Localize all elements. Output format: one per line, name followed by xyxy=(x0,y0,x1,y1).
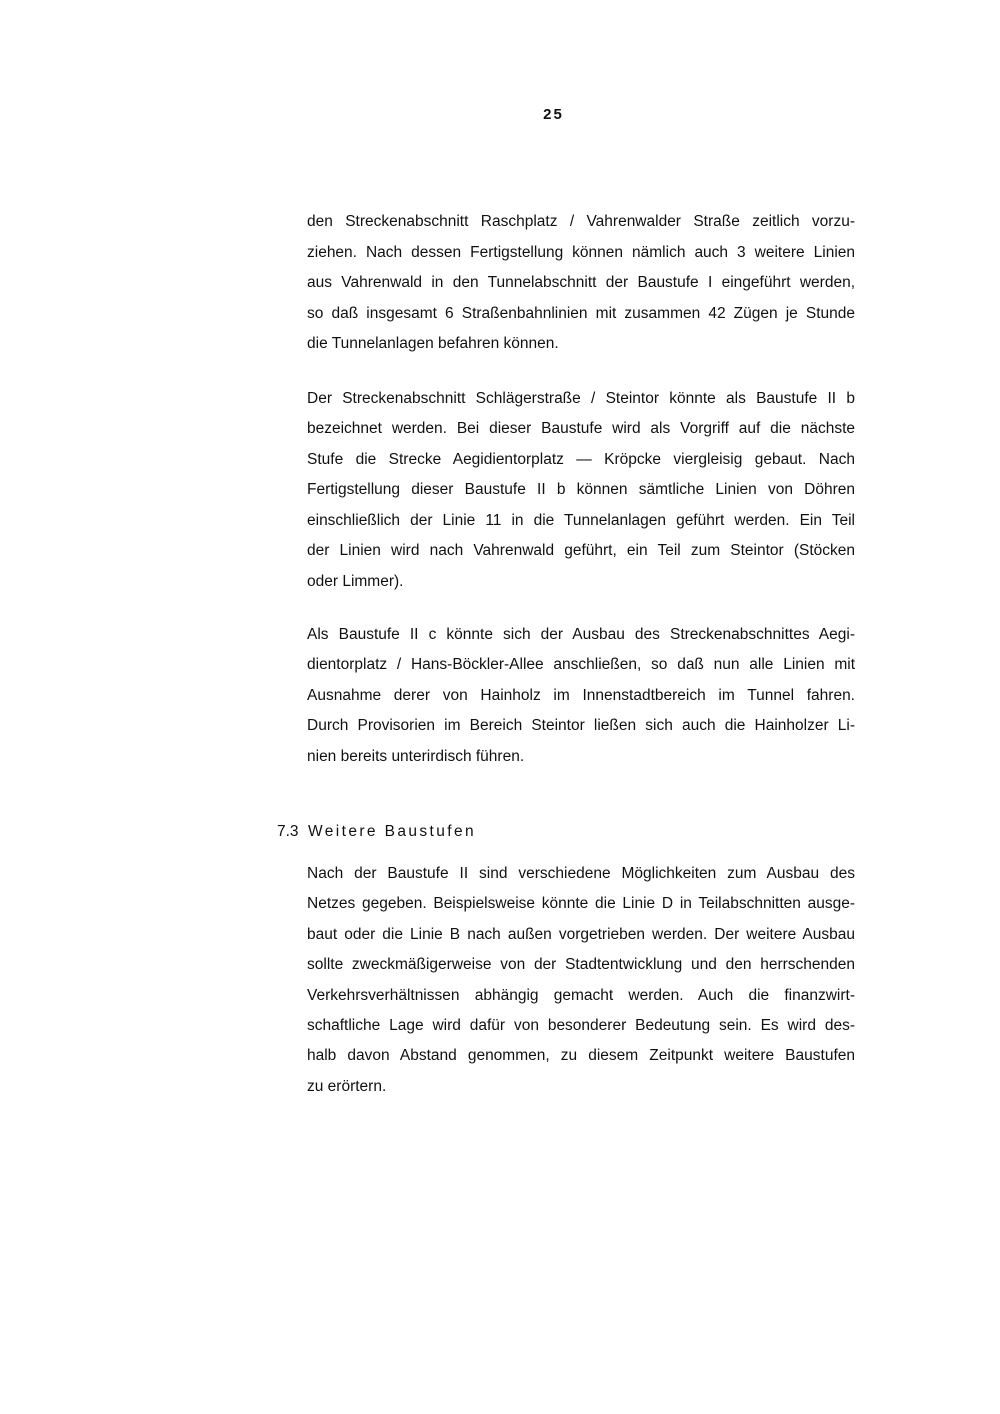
text-line: so daß insgesamt 6 Straßenbahnlinien mit zusammen 42 Zügen je Stunde xyxy=(307,305,855,322)
text-line: halb davon Abstand genommen, zu diesem Zeitpunkt weitere Baustufen xyxy=(307,1047,855,1064)
text-line: zu erörtern. xyxy=(307,1078,387,1095)
text-line: bezeichnet werden. Bei dieser Baustufe wird als Vorgriff auf die nächste xyxy=(307,420,855,437)
text-line: die Tunnelanlagen befahren können. xyxy=(307,335,559,352)
text-line: Durch Provisorien im Bereich Steintor ließen sich auch die Hainholzer Li- xyxy=(307,717,855,734)
text-line: Stufe die Strecke Aegidientorplatz — Kröpcke viergleisig gebaut. Nach xyxy=(307,451,855,468)
text-line: sollte zweckmäßigerweise von der Stadtentwicklung und den herrschenden xyxy=(307,956,855,973)
text-line: Netzes gegeben. Beispielsweise könnte die Linie D in Teilabschnitten ausge- xyxy=(307,895,855,912)
text-line: ziehen. Nach dessen Fertigstellung können nämlich auch 3 weitere Linien xyxy=(307,244,855,261)
section-number: 7.3 xyxy=(277,823,299,840)
text-line: dientorplatz / Hans-Böckler-Allee anschließen, so daß nun alle Linien mit xyxy=(307,656,855,673)
text-line: nien bereits unterirdisch führen. xyxy=(307,748,525,765)
section-title: Weitere Baustufen xyxy=(308,823,477,840)
text-line: Fertigstellung dieser Baustufe II b können sämtliche Linien von Döhren xyxy=(307,481,855,498)
text-line: Verkehrsverhältnissen abhängig gemacht werden. Auch die finanzwirt- xyxy=(307,987,855,1004)
text-line: baut oder die Linie B nach außen vorgetrieben werden. Der weitere Ausbau xyxy=(307,926,855,943)
text-line: Als Baustufe II c könnte sich der Ausbau des Streckenabschnittes Aegi- xyxy=(307,626,855,643)
section-heading xyxy=(277,822,476,842)
text-line: der Linien wird nach Vahrenwald geführt, ein Teil zum Steintor (Stöcken xyxy=(307,542,855,559)
text-line: den Streckenabschnitt Raschplatz / Vahrenwalder Straße zeitlich vorzu- xyxy=(307,213,855,230)
text-line: Der Streckenabschnitt Schlägerstraße / Steintor könnte als Baustufe II b xyxy=(307,390,855,407)
page-number: 25 xyxy=(543,106,564,123)
text-line: Nach der Baustufe II sind verschiedene Möglichkeiten zum Ausbau des xyxy=(307,865,855,882)
text-line: einschließlich der Linie 11 in die Tunnelanlagen geführt werden. Ein Teil xyxy=(307,512,855,529)
text-line: schaftliche Lage wird dafür von besonderer Bedeutung sein. Es wird des- xyxy=(307,1017,855,1034)
text-line: aus Vahrenwald in den Tunnelabschnitt der Baustufe I eingeführt werden, xyxy=(307,274,855,291)
text-line: Ausnahme derer von Hainholz im Innenstadtbereich im Tunnel fahren. xyxy=(307,687,855,704)
text-line: oder Limmer). xyxy=(307,573,404,590)
